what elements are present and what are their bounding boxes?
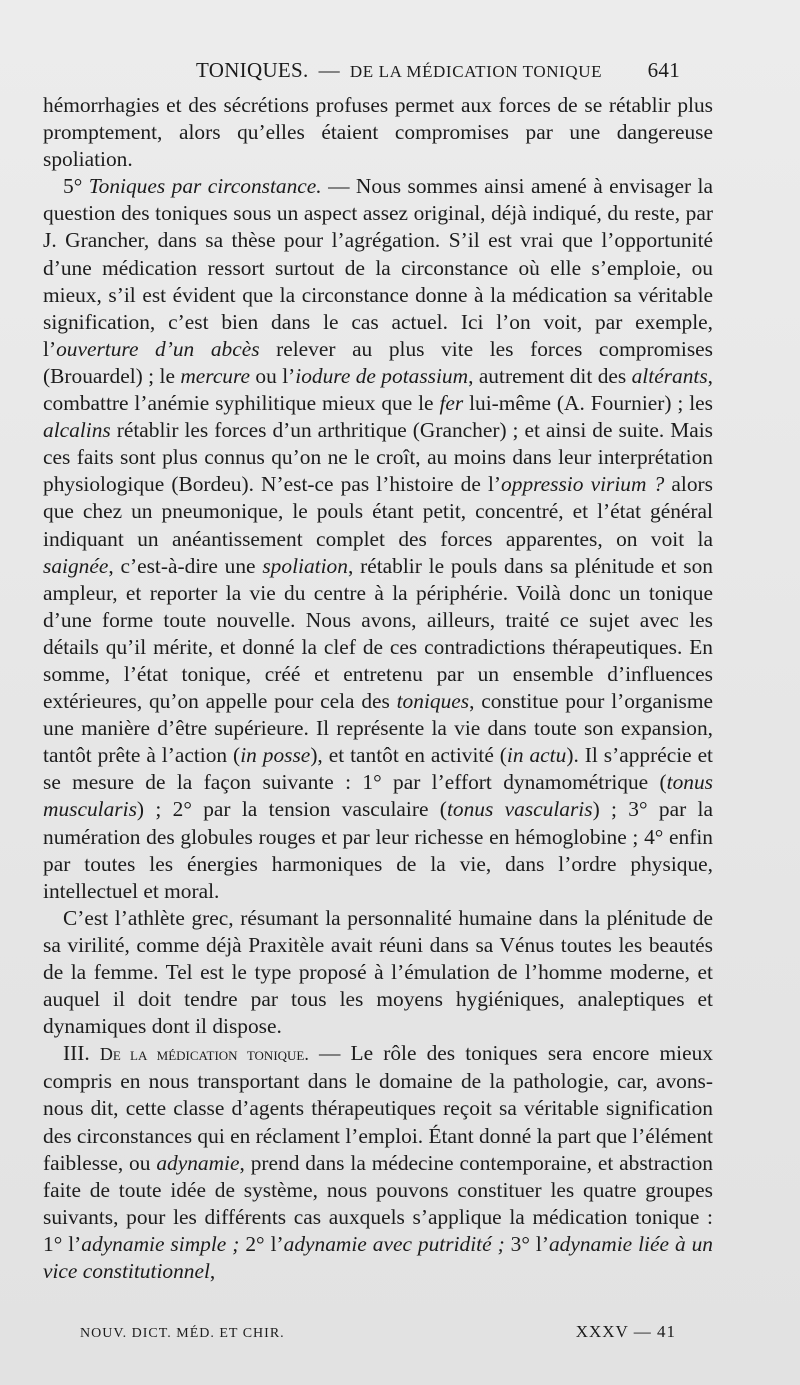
text-run: lui-même (A. Fournier) ; les <box>463 391 713 416</box>
header-subtitle: DE LA MÉDICATION TONIQUE <box>349 62 603 81</box>
page-footer <box>80 1324 680 1348</box>
italic-term: oppressio virium ? <box>501 472 665 497</box>
text-run: 2° l’ <box>239 1231 284 1256</box>
italic-term: adynamie simple ; <box>81 1231 240 1256</box>
text-run: , <box>209 1259 216 1284</box>
text-run: ou l’ <box>250 363 296 388</box>
text-run: rétablir les forces d’un arthritique (Grancher) ; et ainsi de suite. Mais ces faits sont plus connus qu’on ne le croît, au moins dans leur interprétation physiologique (Bordeu). N’est-ce pas l’histoire de l’ <box>43 418 713 497</box>
paragraph-toniques-par-circonstance <box>43 173 713 905</box>
italic-term: tonus vascularis <box>446 797 593 822</box>
italic-term: adynamie liée à un vice constitutionnel <box>43 1231 714 1284</box>
paragraph-continuation: hémorrhagies et des sécrétions profuses permet aux forces de se rétablir plus promptement, alors qu’elles étaient compromises par une dangereuse spoliation. <box>43 93 713 172</box>
footer-volume-sheet: XXXV — 41 <box>575 1322 676 1341</box>
text-run: relever au plus vite les forces compromises (Brouardel) ; le <box>43 336 713 388</box>
text-run: ) ; 3° par la numération des globules rouges et par leur richesse en hémoglobine ; 4° enfin par toutes les énergies harmoniques de la vie, dans l’ordre physique, intellectuel et moral. <box>43 797 713 903</box>
text-run: 3° l’ <box>504 1231 549 1256</box>
italic-term: saignée <box>43 553 109 578</box>
italic-term: ouverture d’un abcès <box>56 336 260 361</box>
section-heading-smallcaps: De la médication tonique. <box>99 1044 309 1065</box>
text-run: ) ; 2° par la tension vasculaire ( <box>136 797 447 822</box>
italic-term: in posse <box>240 743 311 768</box>
header-left <box>196 58 602 83</box>
italic-term: alcalins <box>43 418 111 443</box>
italic-term: mercure <box>180 363 251 388</box>
header-title: TONIQUES. <box>196 58 309 82</box>
paragraph-medication-tonique <box>43 1040 713 1285</box>
italic-term: fer <box>439 391 464 416</box>
footer-signature: NOUV. DICT. MÉD. ET CHIR. <box>80 1326 285 1341</box>
text-run: , combattre l’anémie syphilitique mieux que le <box>43 363 714 416</box>
header-separator: — <box>318 58 340 82</box>
text-run: 5° <box>63 174 89 199</box>
text-run: , constitue pour l’organisme une manière d’être supérieure. Il représente la vie dans toute son expansion, tantôt prête à l’action ( <box>43 689 713 768</box>
section-heading-italic: Toniques par circonstance. <box>88 174 322 199</box>
text-run: , autrement dit des <box>468 363 632 388</box>
text-run: , rétablir le pouls dans sa plénitude et son ampleur, et reporter la vie du centre à la périphérie. Voilà donc un tonique d’une forme toute nouvelle. Nous avons, ailleurs, traité ce sujet avec les détails qu’il mérite, et donné la clef de ces contradictions thérapeutiques. En somme, l’état tonique, créé et entretenu par un ensemble d’influences extérieures, qu’on appelle pour cela des <box>43 553 713 714</box>
italic-term: in actu <box>506 743 567 768</box>
text-run: III. <box>63 1041 100 1066</box>
italic-term: toniques <box>396 689 470 714</box>
body-text <box>43 92 713 1285</box>
italic-term: altérants <box>631 363 708 388</box>
text-run: ), et tantôt en activité ( <box>310 743 507 768</box>
italic-term: spoliation <box>262 553 348 578</box>
text-run: — Le rôle des toniques sera encore mieux compris en nous transportant dans le domaine de la pathologie, car, avons-nous dit, cette classe d’agents thérapeutiques reçoit sa véritable signification des circonstances qui en réclament l’emploi. Étant donné la part que l’élément faiblesse, ou <box>43 1041 713 1175</box>
paragraph-athlete-grec: C’est l’athlète grec, résumant la personnalité humaine dans la plénitude de sa virilité, comme déjà Praxitèle avait réuni dans sa Vénus toutes les beautés de la femme. Tel est le type proposé à l’émulation de l’homme moderne, et auquel il doit tendre par tous les moyens hygiéniques, analeptiques et dynamiques dont il dispose. <box>43 905 713 1039</box>
running-header <box>196 58 716 88</box>
text-run: alors que chez un pneumonique, le pouls étant petit, concentré, et l’état général indiquant un anéantissement complet des forces apparentes, on voit la <box>43 472 713 551</box>
text-run: ). Il s’apprécie et se mesure de la façon suivante : 1° par l’effort dynamométrique ( <box>43 743 714 795</box>
italic-term: adynamie avec putridité ; <box>283 1231 505 1256</box>
text-run: , c’est-à-dire une <box>108 553 263 578</box>
page-number: 641 <box>647 58 680 82</box>
italic-term: adynamie <box>156 1150 240 1175</box>
italic-term: tonus muscularis <box>43 770 713 822</box>
text-run: — Nous sommes ainsi amené à envisager la question des toniques sous un aspect assez original, déjà indiqué, du reste, par J. Grancher, dans sa thèse pour l’agrégation. S’il est vrai que l’opportunité d’une médication ressort surtout de la circonstance où elle s’emploie, ou mieux, s’il est évident que la circonstance donne à la médication sa véritable signification, c’est bien dans le cas actuel. Ici l’on voit, par exemple, l’ <box>43 174 713 361</box>
italic-term: iodure de potassium <box>295 363 469 388</box>
text-run: , prend dans la médecine contemporaine, et abstraction faite de toute idée de système, nous pouvons constituer les quatre groupes suivants, pour les différents cas auxquels s’applique la médication tonique : 1° l’ <box>43 1150 713 1256</box>
